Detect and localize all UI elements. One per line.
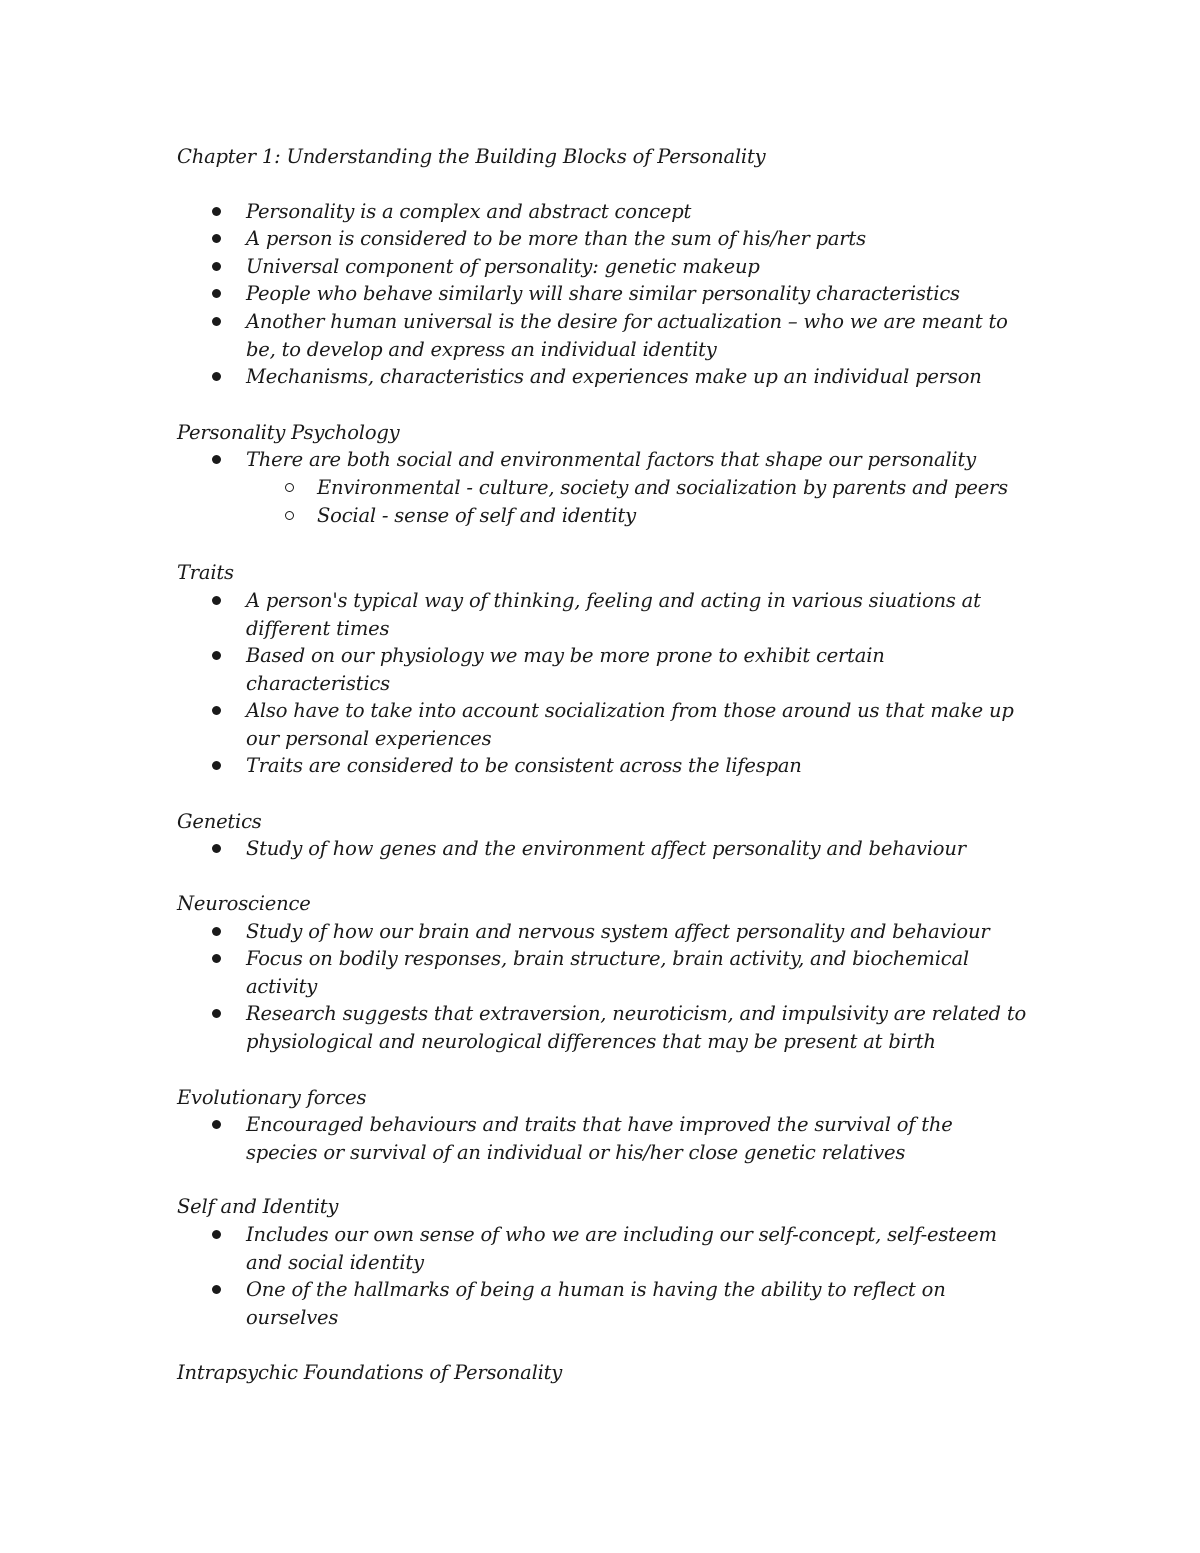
list-item: Research suggests that extraversion, neuroticism, and impulsivity are related to physiological and neurological differences that may be present at birth (246, 1000, 1036, 1055)
bullet-icon (212, 651, 221, 660)
list-item: Universal component of personality: genetic makeup (246, 253, 1046, 281)
bullet-icon (212, 1230, 221, 1239)
list-item: Mechanisms, characteristics and experiences make up an individual person (246, 363, 1046, 391)
chapter-heading: Chapter 1: Understanding the Building Blocks of Personality (177, 145, 766, 168)
bullet-icon (212, 317, 221, 326)
bullet-icon (212, 1120, 221, 1129)
bullet-icon (212, 207, 221, 216)
bullet-icon (212, 372, 221, 381)
bullet-icon (212, 455, 221, 464)
list-item: One of the hallmarks of being a human is having the ability to reflect on ourselves (246, 1276, 966, 1331)
list-item: Based on our physiology we may be more prone to exhibit certain characteristics (246, 642, 926, 697)
bullet-icon (212, 761, 221, 770)
bullet-icon (212, 927, 221, 936)
section-heading: Self and Identity (177, 1195, 339, 1218)
list-item: Study of how our brain and nervous system affect personality and behaviour (246, 918, 1046, 946)
section-heading: Genetics (177, 810, 262, 833)
bullet-icon (212, 954, 221, 963)
list-item: Focus on bodily responses, brain structure, brain activity, and biochemical activity (246, 945, 986, 1000)
list-item: Also have to take into account socialization from those around us that make up our personal experiences (246, 697, 1026, 752)
bullet-icon (212, 262, 221, 271)
bullet-icon (212, 1009, 221, 1018)
section-heading: Personality Psychology (177, 421, 400, 444)
section-heading: Intrapsychic Foundations of Personality (177, 1361, 563, 1384)
circle-bullet-icon (285, 511, 294, 520)
bullet-icon (212, 234, 221, 243)
list-item: People who behave similarly will share similar personality characteristics (246, 280, 1046, 308)
list-item: Another human universal is the desire for actualization – who we are meant to be, to develop and express an individual identity (246, 308, 1016, 363)
section-heading: Neuroscience (177, 892, 311, 915)
sub-list-item: Social - sense of self and identity (317, 502, 1057, 530)
list-item: Encouraged behaviours and traits that have improved the survival of the species or survival of an individual or his/her close genetic relatives (246, 1111, 976, 1166)
list-item: A person's typical way of thinking, feeling and acting in various siuations at different times (246, 587, 1006, 642)
list-item: Traits are considered to be consistent across the lifespan (246, 752, 1046, 780)
bullet-icon (212, 596, 221, 605)
sub-list-item: Environmental - culture, society and socialization by parents and peers (317, 474, 1057, 502)
section-heading: Traits (177, 561, 234, 584)
list-item: Includes our own sense of who we are including our self-concept, self-esteem and social identity (246, 1221, 1006, 1276)
section-heading: Evolutionary forces (177, 1086, 367, 1109)
circle-bullet-icon (285, 483, 294, 492)
list-item: Personality is a complex and abstract concept (246, 198, 1046, 226)
list-item: Study of how genes and the environment affect personality and behaviour (246, 835, 1046, 863)
list-item: A person is considered to be more than the sum of his/her parts (246, 225, 1046, 253)
bullet-icon (212, 844, 221, 853)
list-item: There are both social and environmental factors that shape our personality (246, 446, 1046, 474)
bullet-icon (212, 1285, 221, 1294)
bullet-icon (212, 289, 221, 298)
bullet-icon (212, 706, 221, 715)
